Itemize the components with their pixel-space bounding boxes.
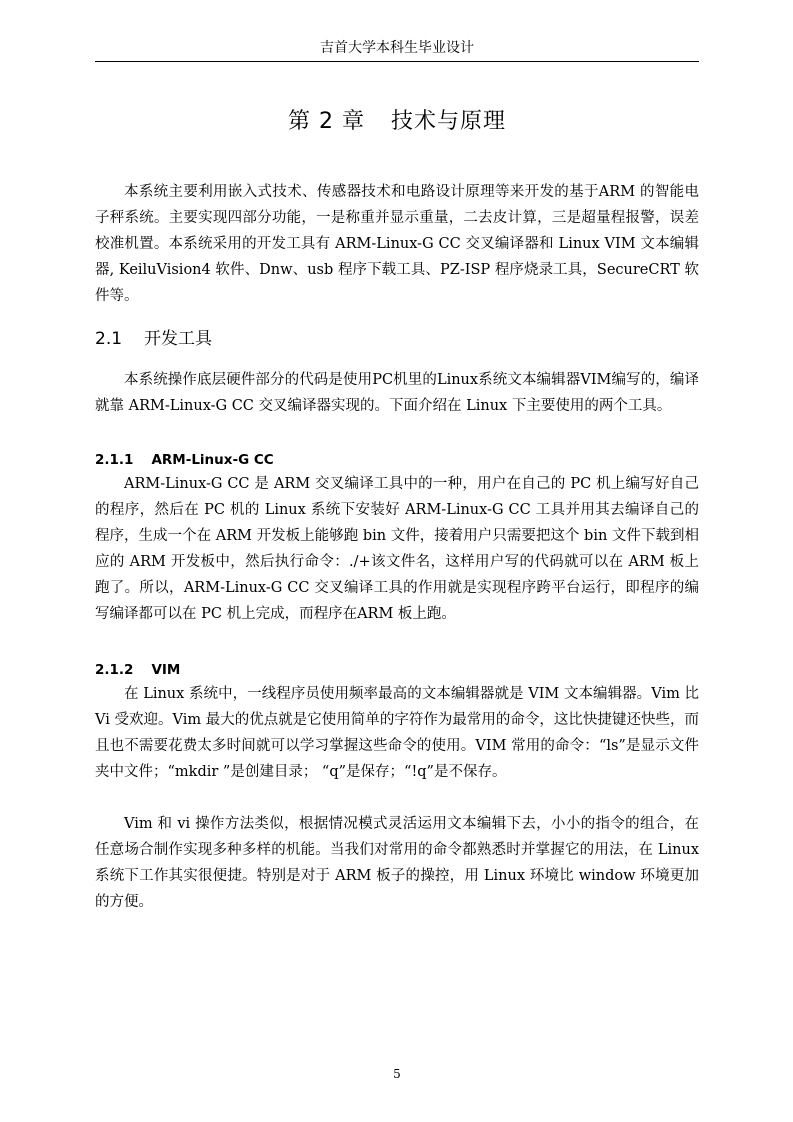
- running-header: 吉首大学本科生毕业设计: [320, 40, 474, 56]
- chapter-number: 第 2 章: [288, 109, 365, 134]
- chapter-name: 技术与原理: [390, 109, 506, 134]
- section-2-1-number: 2.1: [95, 329, 123, 349]
- header-rule: [95, 61, 699, 62]
- section-2-1-2-paragraph-2: Vim 和 vi 操作方法类似，根据情况模式灵活运用文本编辑下去，小小的指令的组合，在任意场合制作实现多种多样的机能。当我们对常用的命令都熟悉时并掌握它的用法，在 Linux 系统下工作其实很便捷。特别是对于 ARM 板子的操控，用 Linux 环境比 window 环境更加的方便。: [95, 816, 699, 910]
- chapter-title: [95, 104, 699, 140]
- section-2-1-2-number: 2.1.2: [95, 662, 134, 678]
- page-number: 5: [393, 1067, 401, 1081]
- section-2-1-paragraph: 本系统操作底层硬件部分的代码是使用PC机里的Linux系统文本编辑器VIM编写的，编译就靠 ARM-Linux-G CC 交叉编译器实现的。下面介绍在 Linux 下主要使用的两个工具。: [95, 372, 699, 414]
- section-2-1-heading: [95, 326, 699, 352]
- section-2-1-2-paragraph-1: 在 Linux 系统中，一线程序员使用频率最高的文本编辑器就是 VIM 文本编辑器。Vim 比 Vi 受欢迎。Vim 最大的优点就是它使用简单的字符作为最常用的命令，这比快捷键还快些，而且也不需要花费太多时间就可以学习掌握这些命令的使用。VIM 常用的命令：“ls”是显示文件夹中文件；“mkdir ”是创建目录； “q”是保存；“!q”是不保存。: [95, 686, 699, 780]
- section-2-1-1-number: 2.1.1: [95, 452, 134, 468]
- section-2-1-1-paragraph: ARM-Linux-G CC 是 ARM 交叉编译工具中的一种，用户在自己的 PC 机上编写好自己的程序，然后在 PC 机的 Linux 系统下安装好 ARM-Linux-G CC 工具并用其去编译自己的程序，生成一个在 ARM 开发板上能够跑 bin 文件，接着用户只需要把这个 bin 文件下载到相应的 ARM 开发板中，然后执行命令：./+该文件名，这样用户写的代码就可以在 ARM 板上跑了。所以，ARM-Linux-G CC 交叉编译工具的作用就是实现程序跨平台运行，即程序的编写编译都可以在 PC 机上完成，而程序在ARM 板上跑。: [95, 476, 699, 622]
- section-2-1-2-heading: [95, 659, 699, 681]
- section-2-1-title: 开发工具: [144, 329, 213, 349]
- section-2-1-1-title: ARM-Linux-G CC: [151, 452, 274, 468]
- section-2-1-1-heading: [95, 449, 699, 471]
- intro-paragraph: 本系统主要利用嵌入式技术、传感器技术和电路设计原理等来开发的基于ARM 的智能电子秤系统。主要实现四部分功能，一是称重并显示重量，二去皮计算，三是超量程报警，误差校准机置。本系统采用的开发工具有 ARM-Linux-G CC 交叉编译器和 Linux VIM 文本编辑器, KeiluVision4 软件、Dnw、usb 程序下载工具、PZ-ISP 程序烧录工具，SecureCRT 软件等。: [95, 184, 699, 304]
- section-2-1-2-title: VIM: [151, 662, 181, 678]
